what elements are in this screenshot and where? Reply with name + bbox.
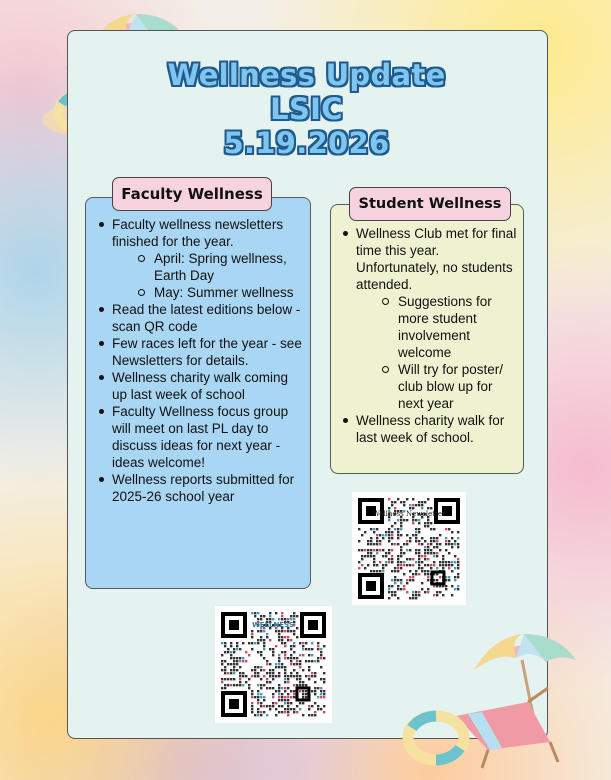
qr-code-image bbox=[215, 606, 332, 723]
faculty-wellness-list bbox=[94, 216, 306, 505]
sub-list-item: May: Summer wellness bbox=[112, 284, 306, 301]
list-item: Few races left for the year - see Newsletters for details. bbox=[94, 335, 306, 369]
list-item: Wellness reports submitted for 2025-26 school year bbox=[94, 471, 306, 505]
qr-code-newsletter[interactable] bbox=[352, 492, 466, 605]
sub-list-item: Will try for poster/ club blow up for next year bbox=[356, 361, 518, 412]
qr-code-wellness[interactable] bbox=[215, 606, 332, 723]
student-wellness-list bbox=[338, 225, 518, 446]
sub-list-item: April: Spring wellness, Earth Day bbox=[112, 250, 306, 284]
list-item: Faculty Wellness focus group will meet on last PL day to discuss ideas for next year - ideas welcome! bbox=[94, 403, 306, 471]
sub-list-item: Suggestions for more student involvement welcome bbox=[356, 293, 518, 361]
qr-caption: Wellness Newsletter bbox=[372, 510, 446, 518]
beach-chair-umbrella-icon bbox=[398, 630, 588, 775]
title-line-1: Wellness Update bbox=[167, 58, 446, 92]
list-item: Wellness charity walk coming up last week of school bbox=[94, 369, 306, 403]
student-wellness-heading: Student Wellness bbox=[349, 187, 511, 221]
faculty-wellness-heading: Faculty Wellness bbox=[112, 177, 272, 211]
title-line-3: 5.19.2026 bbox=[223, 126, 390, 160]
list-item: Read the latest editions below - scan QR code bbox=[94, 301, 306, 335]
list-item: Wellness charity walk for last week of school. bbox=[338, 412, 518, 446]
page-title bbox=[67, 58, 546, 160]
title-line-2: LSIC bbox=[270, 92, 343, 126]
list-item: Faculty wellness newsletters finished for the year. April: Spring wellness, Earth Day May: Summer wellness bbox=[94, 216, 306, 301]
qr-code-image bbox=[352, 492, 466, 605]
qr-caption: WELLNESS bbox=[252, 621, 294, 629]
list-item: Wellness Club met for final time this year. Unfortunately, no students attended. Suggestions for more student involvement welcome Will try for poster/ club blow up for next year bbox=[338, 225, 518, 412]
